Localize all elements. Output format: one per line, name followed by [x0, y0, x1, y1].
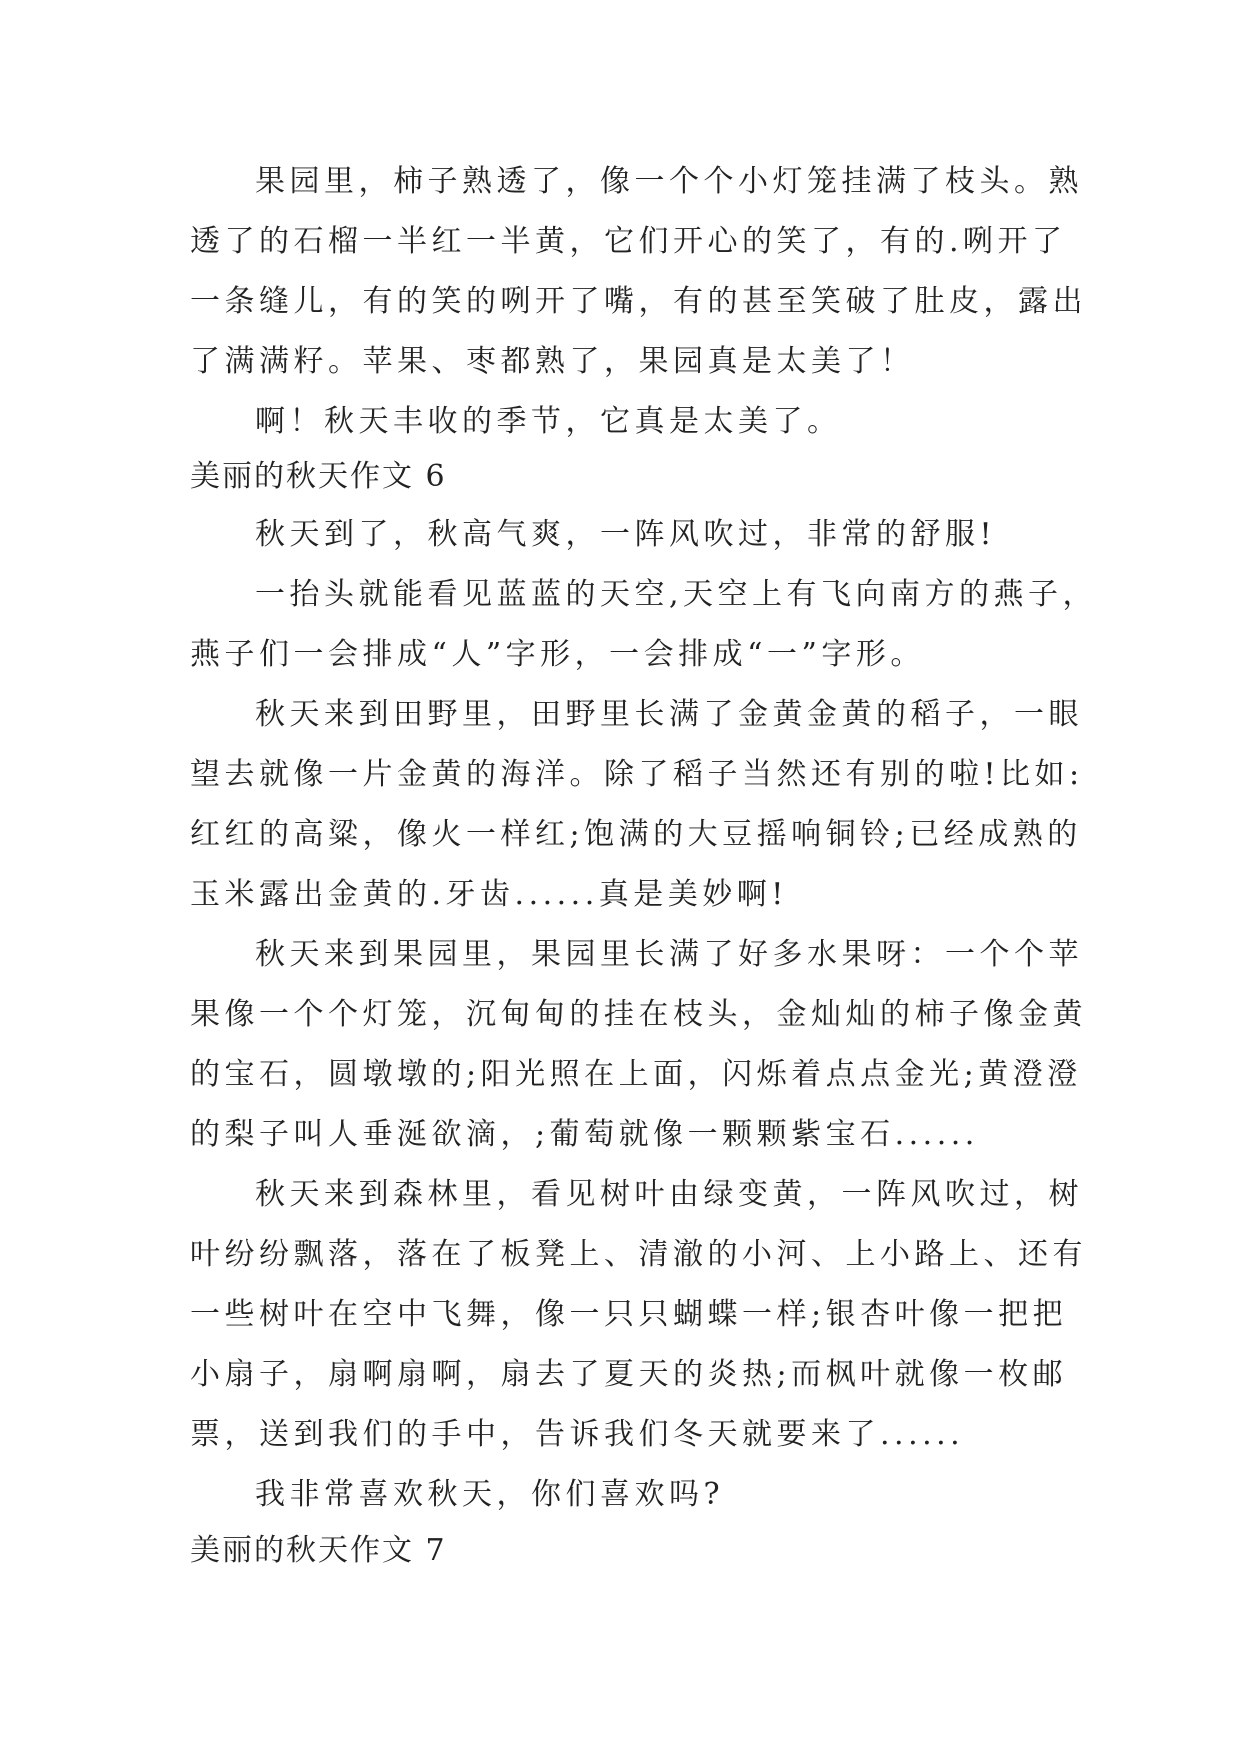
text-line: 的宝石，圆墩墩的;阳光照在上面，闪烁着点点金光;黄澄澄 [190, 1057, 1082, 1092]
text-line: 一条缝儿，有的笑的咧开了嘴，有的甚至笑破了肚皮，露出 [190, 284, 1087, 319]
text-line: 票，送到我们的手中，告诉我们冬天就要来了...... [190, 1417, 965, 1452]
text-line: 小扇子，扇啊扇啊，扇去了夏天的炎热;而枫叶就像一枚邮 [190, 1357, 1068, 1392]
section-heading: 美丽的秋天作文 7 [190, 1533, 447, 1568]
text-line: 一些树叶在空中飞舞，像一只只蝴蝶一样;银杏叶像一把把 [190, 1297, 1068, 1332]
text-line: 望去就像一片金黄的海洋。除了稻子当然还有别的啦!比如: [190, 757, 1084, 792]
text-line: 的梨子叫人垂涎欲滴，;葡萄就像一颗颗紫宝石...... [190, 1117, 979, 1152]
text-line: 透了的石榴一半红一半黄，它们开心的笑了，有的.咧开了 [190, 224, 1067, 259]
text-line: 秋天到了，秋高气爽，一阵风吹过，非常的舒服! [255, 517, 997, 552]
text-line: 秋天来到森林里，看见树叶由绿变黄，一阵风吹过，树 [255, 1177, 1083, 1212]
text-line: 一抬头就能看见蓝蓝的天空,天空上有飞向南方的燕子， [255, 577, 1098, 612]
text-line: 果像一个个灯笼，沉甸甸的挂在枝头，金灿灿的柿子像金黄 [190, 997, 1087, 1032]
text-line: 我非常喜欢秋天，你们喜欢吗? [255, 1477, 725, 1512]
text-line: 秋天来到果园里，果园里长满了好多水果呀：一个个苹 [255, 937, 1083, 972]
section-heading: 美丽的秋天作文 6 [190, 459, 447, 494]
text-line: 啊！秋天丰收的季节，它真是太美了。 [255, 404, 842, 439]
text-line: 叶纷纷飘落，落在了板凳上、清澈的小河、上小路上、还有 [190, 1237, 1087, 1272]
text-line: 燕子们一会排成“人”字形，一会排成“一”字形。 [190, 637, 925, 672]
text-line: 秋天来到田野里，田野里长满了金黄金黄的稻子，一眼 [255, 697, 1083, 732]
text-line: 红红的高粱，像火一样红;饱满的大豆摇响铜铃;已经成熟的 [190, 817, 1082, 852]
text-line: 玉米露出金黄的.牙齿......真是美妙啊! [190, 877, 788, 912]
text-line: 果园里，柿子熟透了，像一个个小灯笼挂满了枝头。熟 [255, 164, 1083, 199]
text-line: 了满满籽。苹果、枣都熟了，果园真是太美了！ [190, 344, 915, 379]
